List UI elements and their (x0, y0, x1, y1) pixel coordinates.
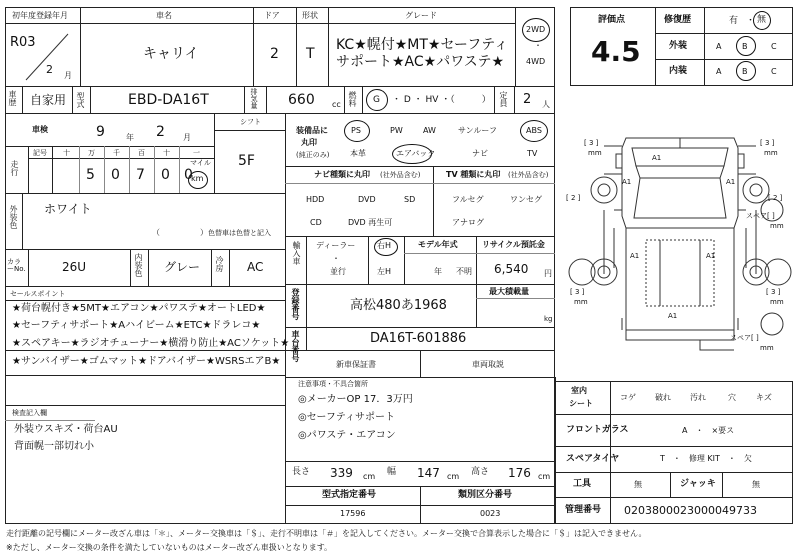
room-yogore: 汚れ (690, 393, 706, 402)
mileage-digit-3: 0 (161, 167, 170, 183)
chassis-value: DA16T-601886 (370, 331, 467, 346)
equip-label: 装備品に (296, 126, 328, 135)
mileage-unit-6: 一 (193, 149, 200, 157)
class-num-value: 0023 (480, 509, 501, 518)
recycle-label: リサイクル預託金 (482, 240, 545, 249)
tread-rl: [ 3 ] (570, 288, 585, 296)
car-name-label: 車名 (156, 11, 172, 20)
shift-value: 5F (238, 153, 255, 169)
height-label: 高さ (471, 467, 490, 477)
footer-line-1: 走行距離の記号欄にメーター改ざん車は「＊」、メーター交換車は「＄」、走行不明車は「＃」を記入してください。メーター交換で合算表示した場合に「＄」は記入できません。 (6, 529, 647, 538)
repair-no: 無 (757, 15, 767, 25)
reg-era: R03 (10, 35, 36, 50)
room-yabure: 破れ (655, 393, 671, 402)
reg-month: 2 (46, 63, 53, 76)
inspection-year-unit: 年 (126, 133, 134, 142)
score-value: 4.5 (591, 35, 641, 68)
selling-line-4: ★サンバイザー★ゴムマット★ドアバイザー★WSRSエアB★ (12, 356, 281, 367)
spare-top: スペア[ ] (746, 212, 775, 220)
model-value: EBD-DA16T (128, 92, 209, 108)
repair-dot: ・ (746, 16, 756, 26)
tv-oneseg: ワンセグ (510, 195, 542, 204)
capacity-value: 2 (523, 92, 532, 107)
a1-bed-left: A1 (630, 252, 640, 260)
a1-bed-right: A1 (706, 252, 716, 260)
length-unit: cm (363, 472, 376, 481)
navi-dvd-play: DVD 再生可 (348, 218, 393, 227)
equip-label3: (純正のみ) (296, 151, 330, 159)
tread-fr-mm: mm (764, 149, 778, 157)
mileage-digit-0: 5 (86, 167, 95, 183)
inspector-line-1: 外装ウスキズ・荷台AU (14, 424, 118, 435)
interior-b: B (742, 67, 748, 76)
tread-fr: [ 3 ] (760, 139, 775, 147)
drive-2wd: 2WD (526, 25, 546, 34)
width-unit: cm (447, 472, 460, 481)
grade-label: グレード (405, 11, 437, 20)
aircon-label: 冷房 (215, 256, 224, 272)
drive-4wd: 4WD (526, 57, 546, 66)
model-year-label: モデル年式 (418, 240, 458, 249)
spare-label: スペアタイヤ (566, 454, 620, 464)
mileage-unit-5: 十 (163, 149, 170, 157)
fuel-g: G (373, 95, 380, 105)
damage-diagram (560, 118, 800, 376)
aircon-value: AC (247, 260, 264, 274)
tool-label: 工具 (573, 479, 592, 489)
room-label1: 室内 (571, 386, 587, 395)
tread-rr: [ 3 ] (766, 288, 781, 296)
tvtype-note: (社外品含む) (508, 171, 549, 179)
max-load-unit: kg (544, 315, 553, 323)
equip-ps: PS (351, 126, 361, 135)
a1-right: A1 (726, 178, 736, 186)
usage-value: 自家用 (30, 93, 67, 107)
import-dot: ・ (332, 254, 340, 263)
equip-leather: 本革 (350, 149, 366, 158)
jack-value: 無 (752, 480, 760, 489)
footer-line-2: ※ただし、メーター交換の条件を満たしていないものはメーター改ざん車扱いとなります。 (6, 543, 333, 552)
shape-label: 形状 (302, 11, 318, 20)
door-count: 2 (270, 46, 279, 62)
drive-dot: ・ (534, 41, 542, 50)
score-label: 評価点 (598, 15, 626, 25)
reg-month-unit: 月 (64, 71, 72, 80)
handle-left: 左H (377, 267, 392, 276)
interior-color-label: 内装色 (134, 253, 143, 277)
exterior-label: 外装 (669, 41, 688, 51)
spare-top-mm: mm (770, 222, 784, 230)
tv-analog: アナログ (452, 218, 484, 227)
type-num-label: 型式指定番号 (322, 490, 377, 500)
room-kizu: キズ (756, 393, 772, 402)
selling-line-3: ★スペアキー★ラジオチューナー★横滑り防止★ACソケット★ (12, 338, 290, 349)
tool-value: 無 (634, 480, 642, 489)
tvtype-label: TV 種類に丸印 (446, 170, 501, 179)
km-label: km (191, 174, 204, 183)
import-dealer: ディーラー (316, 241, 356, 250)
length-label: 長さ (292, 467, 311, 477)
interior-a: A (716, 67, 722, 76)
room-label2: シート (569, 399, 593, 408)
interior-c: C (771, 67, 777, 76)
car-name: キャリイ (143, 46, 199, 62)
tread-rl-mm: mm (574, 298, 588, 306)
navi-dvd: DVD (358, 195, 376, 204)
displacement-value: 660 (288, 92, 315, 108)
width-value: 147 (417, 466, 440, 480)
glass-value: A ・ ×要ス (682, 426, 735, 435)
color-note: 色替車は色替と記入 (208, 229, 271, 237)
chassis-label: 車台番号 (291, 330, 300, 362)
spare-value: T ・ 修理 KIT ・ 欠 (660, 454, 752, 463)
reg-label: 初年度登録年月 (12, 11, 68, 20)
height-unit: cm (538, 472, 551, 481)
selling-label: セールスポイント (10, 290, 66, 298)
grade-line1: KC★幌付★MT★セーフティ (336, 37, 509, 53)
room-koge: コゲ (620, 393, 636, 402)
exterior-b: B (742, 42, 748, 51)
import-parallel: 並行 (330, 267, 346, 276)
fuel-label: 燃料 (348, 91, 357, 107)
inspection-year: 9 (96, 124, 105, 140)
mgmt-value: 0203800023000049733 (624, 504, 757, 517)
interior-color-value: グレー (164, 260, 201, 274)
equip-pw: PW (390, 126, 403, 135)
tread-mr: [ 2 ] (768, 194, 783, 202)
registration-value: 高松480あ1968 (350, 298, 447, 313)
usage-label: 車歴 (8, 90, 17, 106)
notes-line-2: ◎セーフティサポート (298, 412, 396, 423)
navi-label: ナビ種類に丸印 (314, 170, 370, 179)
navi-cd: CD (310, 218, 322, 227)
mgmt-label: 管理番号 (565, 505, 602, 515)
room-ana: 穴 (728, 393, 736, 402)
capacity-unit: 人 (542, 100, 550, 109)
import-label: 輸入車 (292, 241, 301, 265)
spare-bottom: スペア[ ] (730, 334, 759, 342)
selling-line-1: ★荷台幌付き★5MT★エアコン★パワステ★オートLED★ (12, 303, 266, 314)
mileage-unit-2: 万 (88, 149, 95, 157)
inspection-month-unit: 月 (183, 133, 191, 142)
interior-label: 内装 (669, 66, 688, 76)
selling-line-2: ★セーフティサポート★Aハイビーム★ETC★ドラレコ★ (12, 320, 261, 331)
inspection-month: 2 (156, 124, 165, 140)
mileage-unit-1: 十 (63, 149, 70, 157)
navi-hdd: HDD (306, 195, 325, 204)
inspector-line-2: 背面幌一部切れ小 (14, 441, 94, 452)
navi-note: (社外品含む) (380, 171, 421, 179)
exterior-a: A (716, 42, 722, 51)
mileage-unit-0: 記号 (33, 149, 47, 157)
capacity-label: 定員 (499, 91, 508, 107)
tv-fullseg: フルセグ (452, 195, 484, 204)
mile-label: マイル (190, 159, 211, 167)
mileage-label: 走行 (10, 160, 19, 176)
jack-label: ジャッキ (680, 479, 716, 489)
repair-label: 修復歴 (664, 15, 692, 25)
displacement-unit: cc (332, 100, 341, 109)
navi-sd: SD (404, 195, 416, 204)
equip-navi: ナビ (472, 149, 488, 158)
tread-fl-mm: mm (588, 149, 602, 157)
tread-ml: [ 2 ] (566, 194, 581, 202)
shift-label: シフト (240, 118, 261, 126)
mileage-unit-4: 百 (138, 149, 145, 157)
model-year-unknown: 不明 (456, 267, 472, 276)
model-label: 型式 (76, 92, 85, 108)
max-load-label: 最大積載量 (489, 287, 529, 296)
inspection-label: 車検 (32, 125, 48, 134)
repair-yes: 有 (729, 16, 739, 26)
equip-aw: AW (423, 126, 436, 135)
mileage-digit-4: 0 (184, 167, 193, 183)
equip-sunroof: サンルーフ (458, 126, 497, 135)
glass-label: フロントガラス (566, 425, 629, 435)
mileage-digit-2: 7 (136, 167, 145, 183)
color-no-label: カラーNo. (7, 258, 26, 273)
a1-left: A1 (622, 178, 632, 186)
shape-value: T (306, 46, 315, 62)
registration-label: 登録番号 (291, 288, 300, 320)
mileage-unit-3: 千 (113, 149, 120, 157)
color-label: 外装色 (9, 205, 18, 229)
notes-line-3: ◎パワステ・エアコン (298, 430, 396, 441)
notes-line-1: ◎メーカーOP 17．3万円 (298, 394, 413, 405)
equip-abs: ABS (526, 126, 542, 135)
mileage-digit-1: 0 (111, 167, 120, 183)
notes-label: 注意事項・不具合箇所 (298, 380, 368, 388)
class-num-label: 類別区分番号 (458, 490, 513, 500)
exterior-c: C (771, 42, 777, 51)
displacement-label: 排気量 (250, 88, 258, 109)
handle-right: 右H (377, 241, 392, 250)
width-label: 幅 (387, 467, 397, 477)
warranty-label: 新車保証書 (336, 360, 376, 369)
model-year-year: 年 (434, 267, 442, 276)
grade-line2: サポート★AC★パワステ★ (336, 54, 505, 70)
tread-rr-mm: mm (770, 298, 784, 306)
length-value: 339 (330, 466, 353, 480)
fuel-options: ・ D ・ HV ・（ ） (392, 95, 491, 105)
inspector-label: 検査記入欄 (12, 409, 47, 417)
type-num-value: 17596 (340, 509, 366, 518)
color-paren: （ ） (152, 228, 208, 237)
recycle-value: 6,540 (494, 262, 529, 276)
color-value: ホワイト (44, 202, 92, 216)
manual-label: 車両取説 (472, 360, 504, 369)
a1-front-top: A1 (652, 154, 662, 162)
equip-label2: 丸印 (301, 138, 317, 147)
equip-tv: TV (527, 149, 538, 158)
door-label: ドア (264, 11, 280, 20)
a1-rear: A1 (668, 312, 678, 320)
equip-airbag: エアバック (396, 149, 436, 158)
tread-fl: [ 3 ] (584, 139, 599, 147)
color-no-value: 26U (62, 260, 87, 274)
recycle-unit: 円 (544, 269, 552, 278)
spare-bottom-mm: mm (760, 344, 774, 352)
height-value: 176 (508, 466, 531, 480)
